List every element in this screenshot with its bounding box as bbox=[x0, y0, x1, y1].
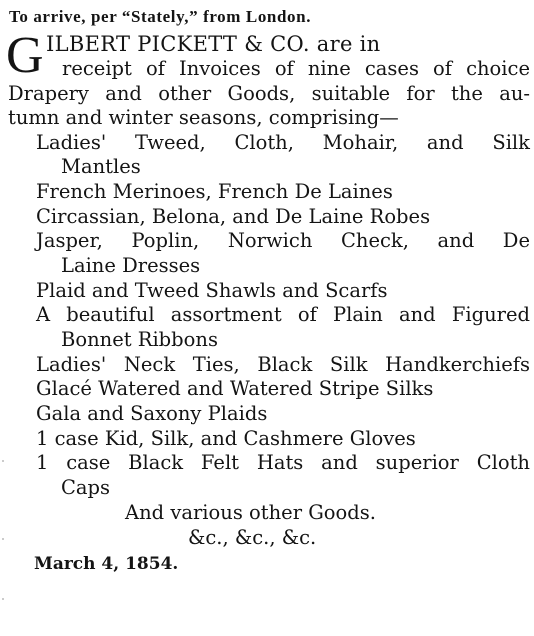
scan-speck bbox=[2, 598, 4, 600]
closing-line: And various other Goods. bbox=[125, 501, 376, 524]
list-item-continuation: Laine Dresses bbox=[61, 254, 201, 277]
etc-line: &c., &c., &c. bbox=[188, 526, 317, 549]
date-line: March 4, 1854. bbox=[34, 554, 179, 574]
list-item: Circassian, Belona, and De Laine Robes bbox=[36, 205, 431, 228]
list-item: Plaid and Tweed Shawls and Scarfs bbox=[36, 279, 388, 302]
list-item-continuation: Caps bbox=[61, 476, 111, 499]
list-item: Gala and Saxony Plaids bbox=[36, 402, 268, 425]
intro-line: receipt of Invoices of nine cases of choice bbox=[62, 57, 530, 80]
list-item: A beautiful assortment of Plain and Figured bbox=[36, 303, 530, 326]
list-item: Jasper, Poplin, Norwich Check, and De bbox=[36, 229, 530, 252]
scan-speck bbox=[2, 538, 4, 540]
list-item-continuation: Bonnet Ribbons bbox=[61, 328, 218, 351]
list-item: Glacé Watered and Watered Stripe Silks bbox=[36, 377, 434, 400]
scan-speck bbox=[2, 460, 4, 462]
intro-line: Drapery and other Goods, suitable for the au- bbox=[8, 82, 530, 105]
headline: To arrive, per “Stately,” from London. bbox=[9, 7, 312, 26]
intro-line: tumn and winter seasons, comprising— bbox=[8, 106, 399, 129]
list-item-continuation: Mantles bbox=[61, 155, 141, 178]
list-item: French Merinoes, French De Laines bbox=[36, 180, 393, 203]
drop-cap: G bbox=[6, 27, 44, 84]
list-item: 1 case Black Felt Hats and superior Cloth bbox=[36, 451, 530, 474]
firm-name-line: ILBERT PICKETT & CO. are in bbox=[46, 32, 381, 56]
list-item: Ladies' Tweed, Cloth, Mohair, and Silk bbox=[36, 131, 530, 154]
list-item: 1 case Kid, Silk, and Cashmere Gloves bbox=[36, 427, 416, 450]
list-item: Ladies' Neck Ties, Black Silk Handkerchiefs bbox=[36, 353, 530, 376]
